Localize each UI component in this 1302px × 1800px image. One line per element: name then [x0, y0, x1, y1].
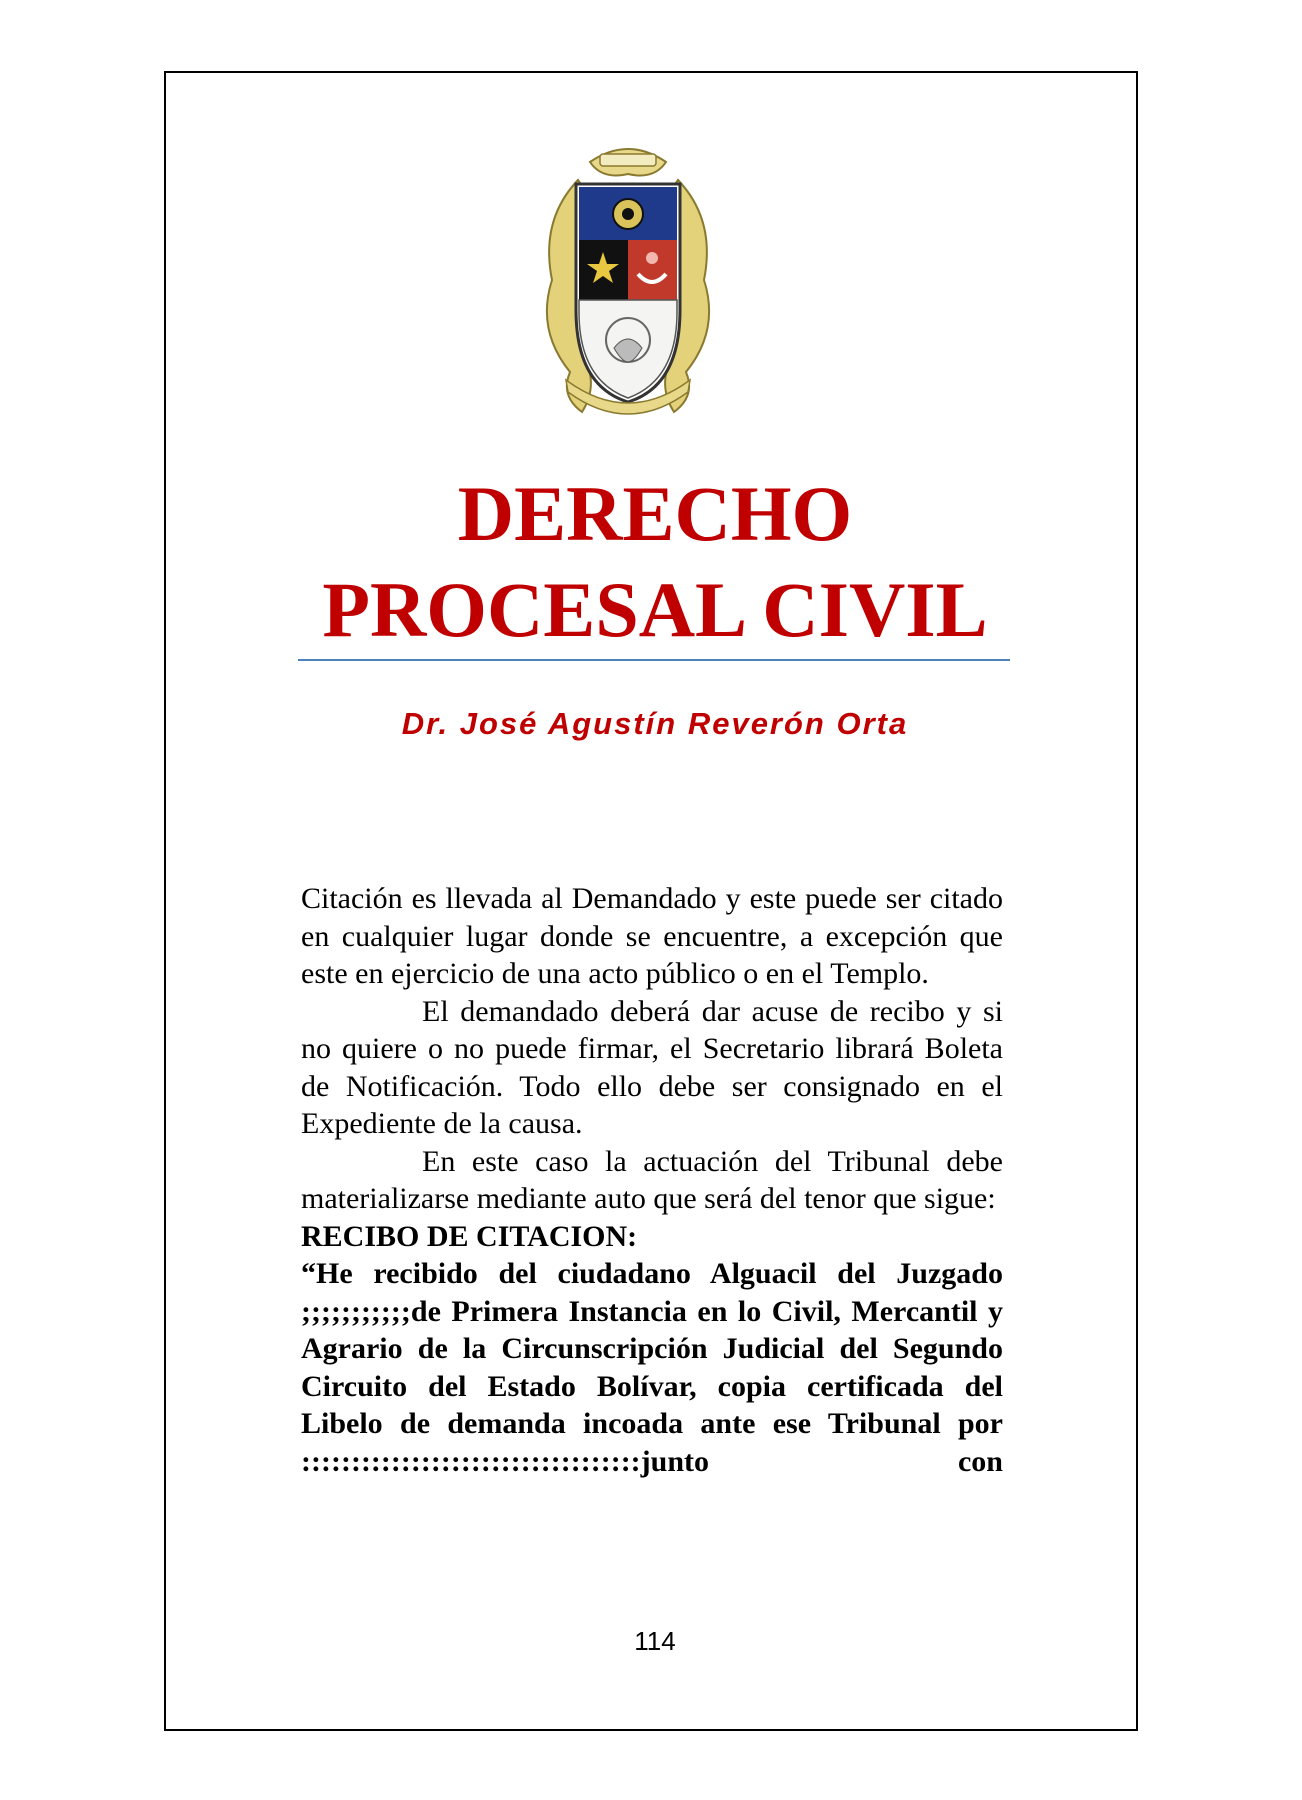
quoted-receipt-text: “He recibido del ciudadano Alguacil del Juzgado ;;;;;;;;;;;de Primera Instancia en lo Civil, Mercantil y Agrario de la Circunscripción Judicial del Segundo Circuito del Estado Bolívar, copia certificada del Libelo de demanda incoada ante ese Tribunal por ::::::::::::::::::::::::::::::::::junto con — [301, 1257, 1003, 1478]
author-name: Dr. José Agustín Reverón Orta — [401, 706, 909, 741]
book-title-line-2: PROCESAL CIVIL — [322, 566, 988, 653]
paragraph: En este caso la actuación del Tribunal debe materializarse mediante auto que será del tenor que sigue: — [301, 1144, 1003, 1215]
paragraph: Citación es llevada al Demandado y este puede ser citado en cualquier lugar donde se encuentre, a excepción que este en ejercicio de una acto público o en el Templo. — [301, 882, 1003, 990]
title-divider — [298, 659, 1010, 661]
page-number: 114 — [634, 1626, 676, 1656]
book-title-line-1: DERECHO — [457, 470, 853, 557]
coat-of-arms-seal — [530, 140, 726, 422]
body-text — [301, 880, 1003, 1480]
seal-quarter-right — [628, 240, 677, 300]
section-heading: RECIBO DE CITACION: — [301, 1219, 638, 1253]
paragraph: El demandado deberá dar acuse de recibo y si no quiere o no puede firmar, el Secretario librará Boleta de Notificación. Todo ello debe ser consignado en el Expediente de la causa. — [301, 994, 1003, 1140]
seal-banner — [600, 154, 656, 166]
